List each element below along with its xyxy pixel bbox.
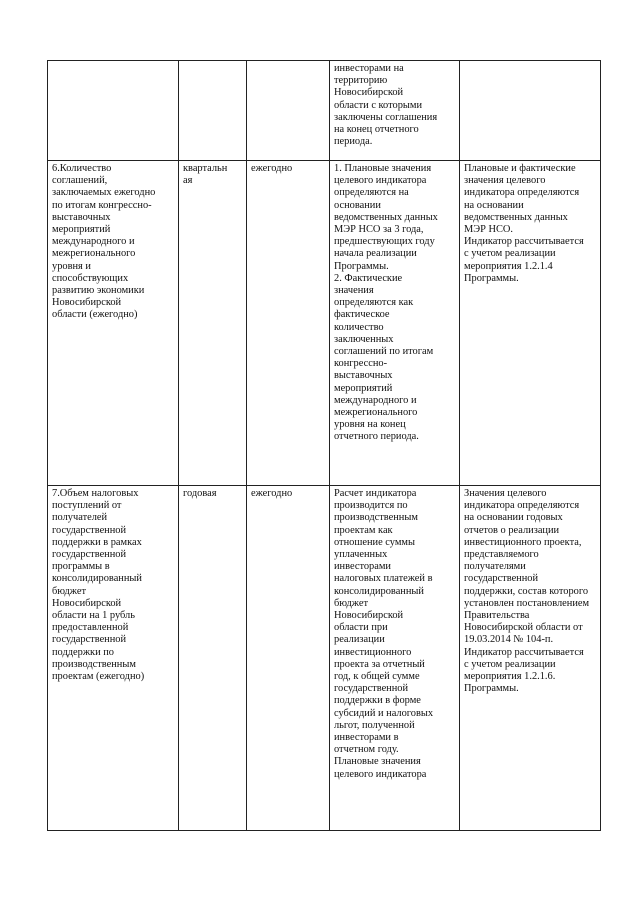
frequency-cell (247, 61, 330, 161)
source-text: Значения целевого индикатора определяются на основании годовых отчетов о реализации инвестиционного проекта, представляемого получателями государственной поддержки, состав которого установлен постановлением Правительства Новосибирской области от 19.03.2014 № 104-п. Индикатор рассчитывается с учетом реализации мероприятия 1.2.1.6. Программы. (464, 488, 590, 695)
frequency-cell (247, 486, 330, 831)
method-text: Расчет индикатора производится по производственным проектам как отношение суммы уплаченных инвесторами налоговых платежей в консолидированный бюджет Новосибирской области при реализации инвестиционного проекта за отчетный год, к общей сумме государственной поддержки в форме субсидий и налоговых льгот, полученной инвесторами в отчетном году. Плановые значения целевого индикатора (334, 488, 434, 780)
periodicity-text: квартальн ая (183, 163, 228, 187)
method-text: инвесторами на территорию Новосибирской области с которыми заключены соглашения на конец отчетного периода. (334, 63, 438, 148)
frequency-cell (247, 161, 330, 486)
periodicity-cell (179, 161, 247, 486)
periodicity-cell (179, 61, 247, 161)
method-cell (330, 486, 460, 831)
periodicity-cell (179, 486, 247, 831)
indicator-cell (48, 161, 179, 486)
source-text: Плановые и фактические значения целевого индикатора определяются на основании ведомственных данных МЭР НСО. Индикатор рассчитывается с учетом реализации мероприятия 1.2.1.4 Программы. (464, 163, 584, 284)
table-row (48, 161, 601, 486)
source-cell (460, 61, 601, 161)
method-cell (330, 161, 460, 486)
table-row (48, 61, 601, 161)
indicator-text: 6.Количество соглашений, заключаемых ежегодно по итогам конгрессно- выставочных мероприятий международного и межрегионального уровня и способствующих развитию экономики Новосибирской области (ежегодно) (52, 163, 156, 321)
indicator-text: 7.Объем налоговых поступлений от получателей государственной поддержки в рамках государственной программы в консолидированный бюджет Новосибирской области на 1 рубль предоставленной государственной поддержки по производственным проектам (ежегодно) (52, 488, 145, 683)
method-text: 1. Плановые значения целевого индикатора определяются на основании ведомственных данных МЭР НСО за 3 года, предшествующих году начала реализации Программы. 2. Фактические значения определяются как фактическое количество заключенных соглашений по итогам конгрессно- выставочных мероприятий международного и межрегионального уровня на конец отчетного периода. (334, 163, 438, 443)
method-cell (330, 61, 460, 161)
indicator-cell (48, 486, 179, 831)
frequency-text: ежегодно (251, 163, 293, 174)
source-cell (460, 161, 601, 486)
table-row (48, 486, 601, 831)
indicator-cell (48, 61, 179, 161)
periodicity-text: годовая (183, 488, 217, 499)
indicators-table (47, 60, 601, 831)
source-cell (460, 486, 601, 831)
frequency-text: ежегодно (251, 488, 293, 499)
